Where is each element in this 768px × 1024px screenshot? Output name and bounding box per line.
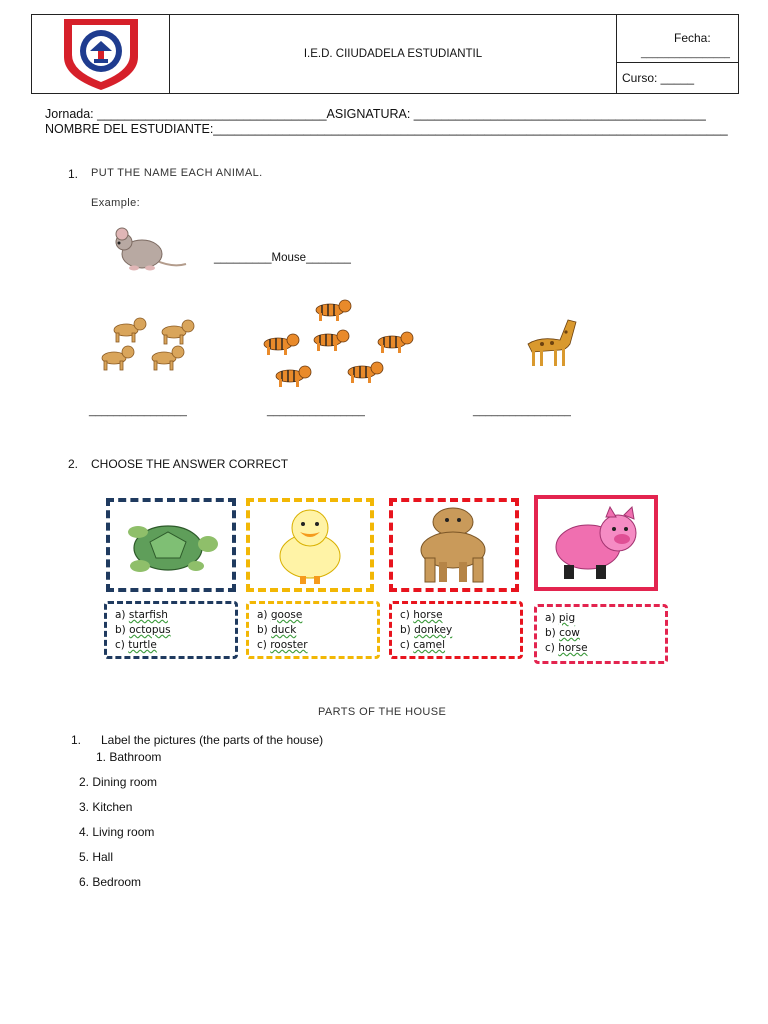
mouse-icon: [110, 222, 190, 274]
card-duck-options: [246, 601, 380, 659]
answer-blank-tigers[interactable]: ________________: [267, 405, 365, 417]
section2-number: 2.: [68, 457, 79, 471]
section1-number: 1.: [68, 167, 79, 181]
option-b[interactable]: b) donkey: [400, 624, 453, 636]
house-number: 1.: [71, 733, 82, 747]
option-a[interactable]: a) pig: [545, 612, 576, 624]
turtle-icon: [110, 502, 232, 588]
logo-cell: [32, 15, 170, 93]
example-answer: _________Mouse_______: [214, 252, 351, 264]
card-duck-picture: [246, 498, 374, 592]
curso-label: Curso: _____: [622, 71, 695, 85]
option-c[interactable]: c) horse: [545, 642, 588, 654]
jornada-line: Jornada: _________________________________ASIGNATURA: __________________________________________: [45, 107, 706, 121]
option-a[interactable]: a) starfish: [115, 609, 168, 621]
fecha-cell: [617, 15, 738, 63]
card-pig-picture: [534, 495, 658, 591]
section2-instruction: CHOOSE THE ANSWER CORRECT: [91, 457, 289, 471]
house-item: 2. Dining room: [79, 775, 158, 789]
house-item: 1. Bathroom: [96, 750, 162, 764]
answer-blank-giraffe[interactable]: ________________: [473, 405, 571, 417]
house-title: PARTS OF THE HOUSE: [318, 706, 447, 718]
card-camel-picture: [389, 498, 519, 592]
card-turtle-picture: [106, 498, 236, 592]
card-camel-options: [389, 601, 523, 659]
card-pig-options: [534, 604, 668, 664]
giraffe-icon: [520, 316, 584, 368]
dogs-group-icon: [96, 312, 206, 378]
tigers-group-icon: [258, 296, 422, 392]
house-item: 5. Hall: [79, 850, 114, 864]
option-c[interactable]: c) turtle: [115, 639, 157, 651]
curso-cell: [617, 63, 738, 93]
answer-blank-dogs[interactable]: ________________: [89, 405, 187, 417]
fecha-blank: ________________: [641, 48, 730, 59]
section1-instruction: PUT THE NAME EACH ANIMAL.: [91, 167, 263, 179]
camel-icon: [393, 502, 515, 588]
option-c[interactable]: c) camel: [400, 639, 446, 651]
card-turtle-options: [104, 601, 238, 659]
option-b[interactable]: b) octopus: [115, 624, 171, 636]
fecha-label: Fecha:: [674, 31, 711, 45]
school-name: I.E.D. CIIUDADELA ESTUDIANTIL: [170, 15, 617, 93]
student-name-line: NOMBRE DEL ESTUDIANTE:__________________________________________________________________________: [45, 122, 728, 136]
example-label: Example:: [91, 197, 141, 209]
school-crest-icon: [32, 15, 169, 93]
pig-icon: [538, 499, 654, 587]
option-b[interactable]: b) cow: [545, 627, 580, 639]
duck-icon: [250, 502, 370, 588]
header-table: [31, 14, 739, 94]
house-item: 3. Kitchen: [79, 800, 133, 814]
option-c[interactable]: c) rooster: [257, 639, 308, 651]
option-a[interactable]: a) goose: [257, 609, 303, 621]
house-item: 6. Bedroom: [79, 875, 142, 889]
option-a[interactable]: c) horse: [400, 609, 443, 621]
option-b[interactable]: b) duck: [257, 624, 297, 636]
house-item: 4. Living room: [79, 825, 155, 839]
house-instruction: Label the pictures (the parts of the house): [101, 733, 324, 747]
